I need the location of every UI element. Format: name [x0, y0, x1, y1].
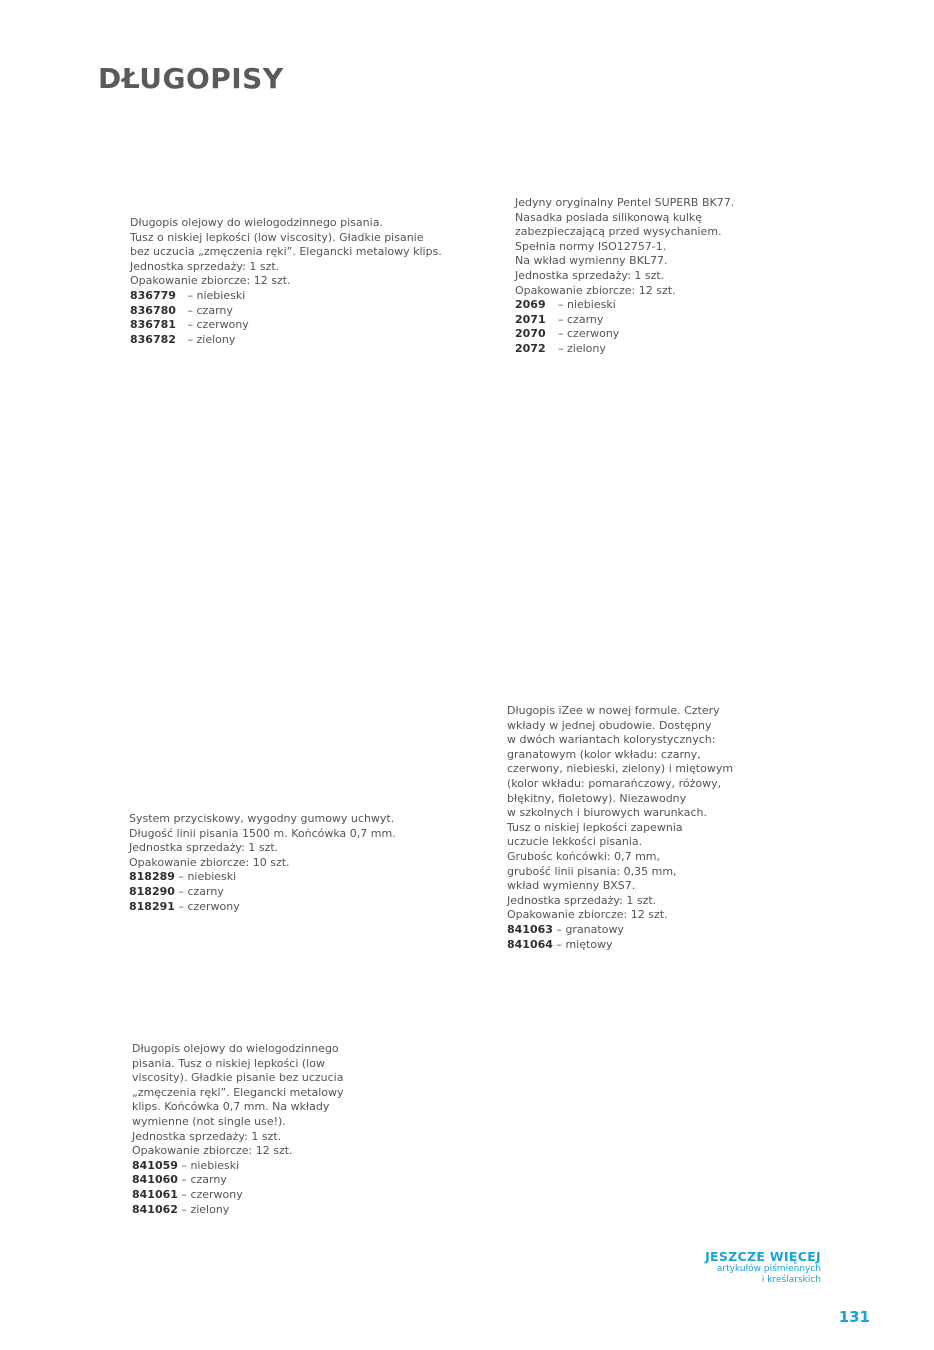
variant-color: niebieski	[190, 1158, 240, 1172]
variant-color: czarny	[190, 1173, 227, 1187]
product-code: 841061	[132, 1187, 178, 1201]
separator: –	[177, 1187, 191, 1201]
product-code: 2072	[515, 341, 546, 355]
separator: –	[184, 288, 197, 302]
description-line: Długopis iZee w nowej formule. Cztery	[507, 704, 720, 717]
description-line: Tusz o niskiej lepkości (low viscosity). Gładkie pisanie	[130, 230, 424, 244]
description-line: wymienne (not single use!).	[132, 1114, 286, 1128]
description-line: w dwóch wariantach kolorystycznych:	[507, 733, 716, 747]
description-line: Długopis olejowy do wielogodzinnego	[132, 1042, 339, 1055]
description-line: wkłady w jednej obudowie. Dostępny	[507, 718, 712, 732]
separator: –	[184, 318, 197, 332]
variant-color: niebieski	[187, 870, 237, 884]
product-code: 818289	[129, 870, 175, 884]
product-code: 836782	[130, 332, 176, 346]
separator: –	[177, 1202, 191, 1216]
variant-row	[507, 938, 733, 953]
description-line: Jednostka sprzedaży: 1 szt.	[130, 259, 280, 273]
footer-brand	[705, 1249, 821, 1286]
page-number: 131	[838, 1308, 870, 1326]
separator: –	[174, 899, 188, 913]
description-line: Opakowanie zbiorcze: 12 szt.	[507, 908, 668, 922]
separator: –	[552, 922, 566, 936]
description-line: Grubośc końcówki: 0,7 mm,	[507, 849, 661, 863]
variant-row	[515, 313, 734, 328]
description-line: klips. Końcówka 0,7 mm. Na wkłady	[132, 1100, 330, 1114]
separator: –	[177, 1173, 191, 1187]
product-code: 2071	[515, 312, 546, 326]
variant-color: zielony	[190, 1202, 230, 1216]
variant-color: czarny	[196, 303, 233, 317]
product-description-4	[507, 704, 733, 952]
variant-row	[130, 318, 442, 333]
product-code: 2070	[515, 327, 546, 341]
variant-color: miętowy	[565, 937, 613, 951]
product-code: 818291	[129, 899, 175, 913]
variant-color: czerwony	[187, 899, 240, 913]
variant-color: zielony	[567, 341, 606, 355]
description-line: wkład wymienny BXS7.	[507, 879, 636, 893]
variant-row	[515, 327, 734, 342]
variant-row	[130, 304, 442, 319]
product-code: 836781	[130, 318, 176, 332]
product-code: 2069	[515, 298, 546, 312]
product-description-2	[515, 196, 734, 357]
product-description-3	[129, 812, 396, 914]
product-code: 836779	[130, 288, 176, 302]
variant-color: czarny	[567, 312, 604, 326]
product-code: 836780	[130, 303, 176, 317]
footer-subline-1: artykułów piśmiennych	[716, 1264, 821, 1274]
product-description-5	[132, 1042, 344, 1217]
description-line: bez uczucia „zmęczenia ręki”. Elegancki metalowy klips.	[130, 245, 442, 259]
product-code: 841059	[132, 1158, 178, 1172]
variant-color: czarny	[187, 884, 224, 898]
description-line: Opakowanie zbiorcze: 10 szt.	[129, 855, 290, 869]
description-line: czerwony, niebieski, zielony) i miętowym	[507, 762, 734, 776]
variant-row	[515, 298, 734, 313]
description-line: Tusz o niskiej lepkości zapewnia	[507, 820, 683, 834]
description-line: Na wkład wymienny BKL77.	[515, 254, 668, 268]
variant-row	[515, 342, 734, 357]
separator: –	[174, 870, 188, 884]
description-line: grubość linii pisania: 0,35 mm,	[507, 864, 677, 878]
variant-color: czerwony	[190, 1187, 243, 1201]
footer-subline-2: i kreślarskich	[761, 1275, 821, 1285]
variant-row	[129, 870, 396, 885]
description-line: Opakowanie zbiorcze: 12 szt.	[132, 1144, 293, 1158]
product-code: 841064	[507, 937, 553, 951]
description-line: Długopis olejowy do wielogodzinnego pisania.	[130, 216, 383, 229]
description-line: Spełnia normy ISO12757-1.	[515, 239, 667, 253]
variant-row	[507, 923, 733, 938]
product-description-1	[130, 216, 442, 347]
description-line: Jednostka sprzedaży: 1 szt.	[507, 893, 657, 907]
description-line: błękitny, fioletowy). Niezawodny	[507, 791, 687, 805]
description-line: Długość linii pisania 1500 m. Końcówka 0,7 mm.	[129, 826, 396, 840]
product-code: 841063	[507, 922, 553, 936]
description-line: Jednostka sprzedaży: 1 szt.	[515, 268, 665, 282]
description-line: Opakowanie zbiorcze: 12 szt.	[130, 274, 291, 288]
variant-color: czerwony	[567, 327, 620, 341]
variant-color: granatowy	[565, 922, 624, 936]
separator: –	[177, 1158, 191, 1172]
description-line: pisania. Tusz o niskiej lepkości (low	[132, 1056, 325, 1070]
separator: –	[184, 303, 197, 317]
description-line: granatowym (kolor wkładu: czarny,	[507, 747, 701, 761]
separator: –	[558, 312, 567, 326]
product-code: 841060	[132, 1173, 178, 1187]
variant-row	[132, 1188, 344, 1203]
product-code: 818290	[129, 884, 175, 898]
variant-color: niebieski	[567, 298, 616, 312]
description-line: w szkolnych i biurowych warunkach.	[507, 806, 707, 820]
description-line: viscosity). Gładkie pisanie bez uczucia	[132, 1071, 344, 1085]
variant-color: zielony	[196, 332, 236, 346]
product-code: 841062	[132, 1202, 178, 1216]
variant-row	[132, 1173, 344, 1188]
description-line: zabezpieczającą przed wysychaniem.	[515, 225, 722, 239]
description-line: Jednostka sprzedaży: 1 szt.	[129, 841, 279, 855]
variant-row	[130, 289, 442, 304]
description-line: System przyciskowy, wygodny gumowy uchwyt.	[129, 812, 395, 825]
variant-color: czerwony	[196, 318, 249, 332]
description-line: Nasadka posiada silikonową kulkę	[515, 210, 703, 224]
separator: –	[174, 884, 188, 898]
page-title: DŁUGOPISY	[98, 62, 284, 95]
description-line: Jedyny oryginalny Pentel SUPERB BK77.	[515, 196, 735, 209]
variant-row	[129, 885, 396, 900]
variant-row	[129, 900, 396, 915]
description-line: Opakowanie zbiorcze: 12 szt.	[515, 283, 676, 297]
separator: –	[558, 341, 567, 355]
separator: –	[558, 327, 567, 341]
variant-row	[132, 1203, 344, 1218]
description-line: uczucie lekkości pisania.	[507, 835, 643, 849]
separator: –	[184, 332, 197, 346]
separator: –	[558, 298, 567, 312]
footer-heading: JESZCZE WIĘCEJ	[705, 1249, 821, 1264]
variant-row	[130, 333, 442, 348]
variant-color: niebieski	[196, 288, 246, 302]
description-line: Jednostka sprzedaży: 1 szt.	[132, 1129, 282, 1143]
description-line: „zmęczenia ręki”. Elegancki metalowy	[132, 1085, 344, 1099]
separator: –	[552, 937, 566, 951]
description-line: (kolor wkładu: pomarańczowy, różowy,	[507, 776, 722, 790]
variant-row	[132, 1159, 344, 1174]
